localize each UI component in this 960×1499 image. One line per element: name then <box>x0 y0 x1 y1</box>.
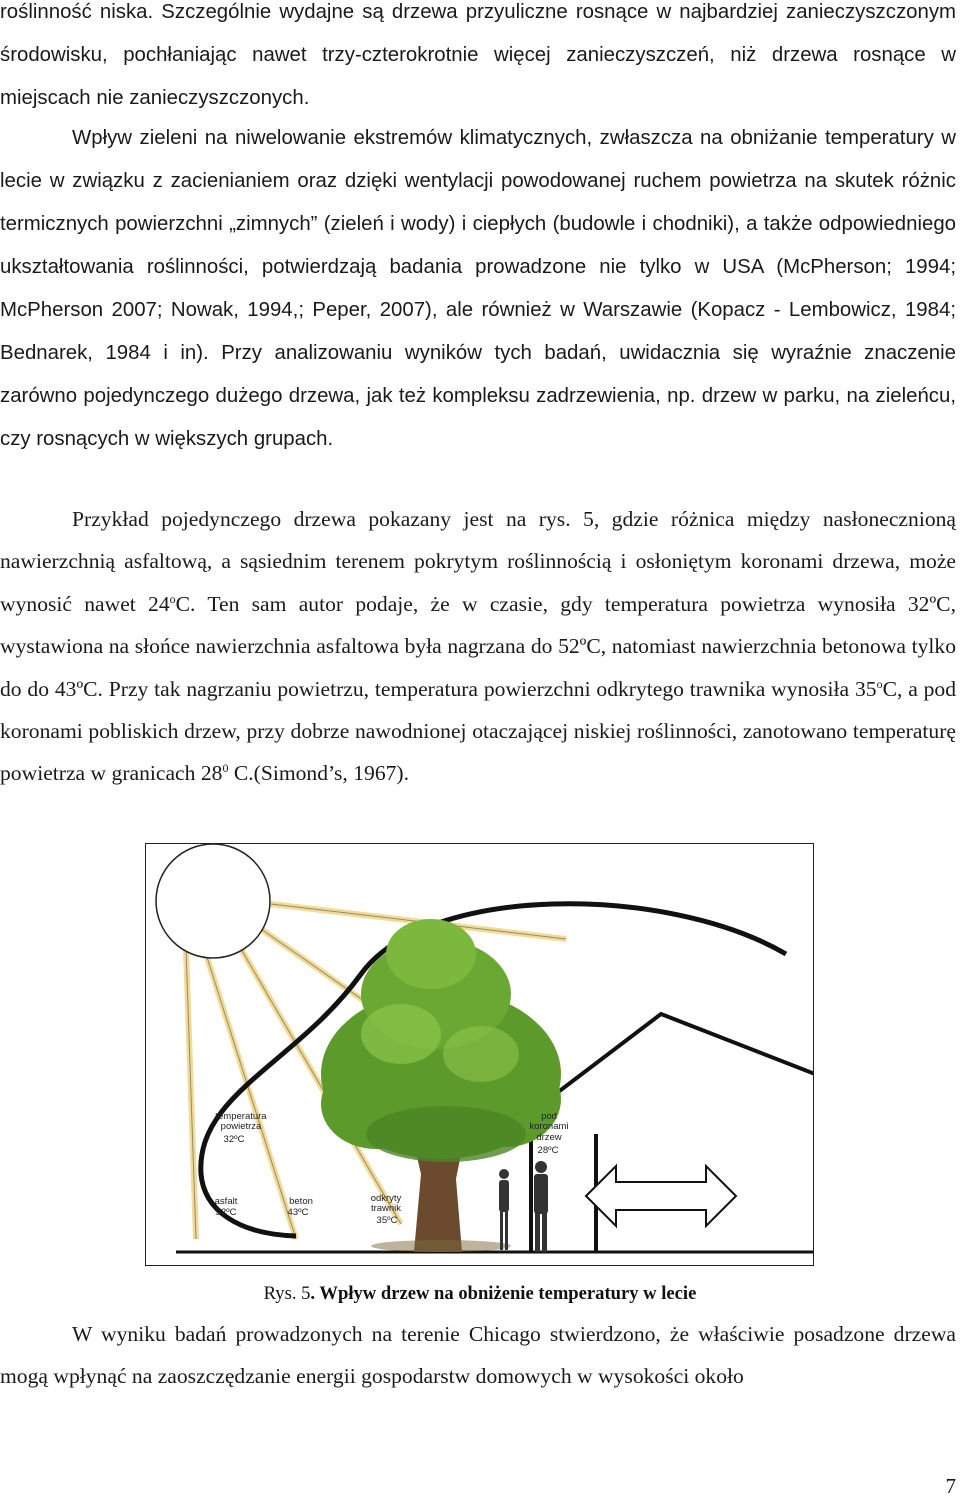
label-air-temp-value: 32ºC <box>223 1134 245 1145</box>
paragraph-4: W wyniku badań prowadzonych na terenie Chicago stwierdzono, że właściwie posadzone drzewa mogą wpłynąć na zaoszczędzanie energii gospodarstw domowych w wysokości około <box>0 1322 956 1389</box>
label-lawn-line2: trawnik <box>370 1203 402 1214</box>
paragraph-3-part2: C. Ten sam autor podaje, że w czasie, gdy temperatura powietrza wynosiła 32ºC, wystawiona na słońce nawierzchnia asfaltowa była nagrzana do 52ºC, natomiast nawierzchnia betonowa tylko do do 43ºC. Przy tak nagrzaniu powietrzu, temperatura powierzchni odkrytego trawnika wynosiła 35 <box>0 591 956 701</box>
label-lawn-line1: odkryty <box>370 1193 402 1204</box>
caption-title: . Wpływ drzew na obniżenie temperatury w lecie <box>310 1283 697 1304</box>
label-lawn-value: 35ºC <box>376 1215 398 1226</box>
paragraph-3-part1: Przykład pojedynczego drzewa pokazany jest na rys. 5, gdzie różnica między nasłonecznioną nawierzchnią asfaltową, a sąsiednim terenem pokrytym roślinnością i osłoniętym koronami drzewa, może wynosić nawet 24 <box>0 507 956 616</box>
label-asphalt-value: 52ºC <box>215 1207 237 1218</box>
paragraph-3 <box>0 498 956 795</box>
label-under-trees-value: 28ºC <box>537 1145 559 1156</box>
paragraph-1 <box>0 0 956 120</box>
label-under-trees-line3: drzew <box>536 1132 562 1143</box>
page-number: 7 <box>945 1474 956 1498</box>
label-air-temp-line1: temperatura <box>215 1111 267 1122</box>
label-asphalt: asfalt <box>214 1196 238 1207</box>
people-icon <box>499 1161 548 1252</box>
label-under-trees-line1: pod <box>541 1111 557 1122</box>
paragraph-1-text: Szczególnie wydajne są drzewa przyuliczne rosnące w najbardziej zanieczyszczonym środowisku, pochłaniając nawet trzy-czterokrotnie więcej zanieczyszczeń, niż drzewa rosnące w miejscach nie zanieczyszczonych. <box>0 1 956 109</box>
figure-illustration <box>146 844 814 1266</box>
paragraph-1-lead: roślinność niska. <box>0 1 154 23</box>
paragraph-3-part4: C.(Simond’s, 1967). <box>228 761 410 786</box>
figure-tree-temperature <box>145 843 814 1266</box>
degree-superscript: o <box>876 676 883 691</box>
label-air-temp-line2: powietrza <box>220 1121 262 1132</box>
label-concrete: beton <box>289 1196 313 1207</box>
degree-superscript: o <box>169 591 176 606</box>
double-arrow-icon <box>586 1166 736 1226</box>
caption-prefix: Rys. 5 <box>263 1283 311 1304</box>
degree-superscript: 0 <box>222 761 229 776</box>
sun-icon <box>156 844 270 958</box>
label-under-trees-line2: koronami <box>529 1121 569 1132</box>
label-concrete-value: 43ºC <box>287 1207 309 1218</box>
paragraph-3-part3: C, a pod koronami pobliskich drzew, przy dobrze nawodnionej otaczającej niskiej roślinności, zanotowano temperaturę powietrza w granicach 28 <box>0 676 956 786</box>
tree-icon <box>321 919 561 1252</box>
paragraph-2: Wpływ zieleni na niwelowanie ekstremów klimatycznych, zwłaszcza na obniżanie temperatury w lecie w związku z zacienianiem oraz dzięki wentylacji powodowanej ruchem powietrza na skutek różnic termicznych powierzchni „zimnych” (zieleń i wody) i ciepłych (budowle i chodniki), a także odpowiedniego ukształtowania roślinności, potwierdzają badania prowadzone nie tylko w USA (McPherson; 1994; McPherson 2007; Nowak, 1994,; Peper, 2007), ale również w Warszawie (Kopacz - Lembowicz, 1984; Bednarek, 1984 i in). Przy analizowaniu wyników tych badań, uwidacznia się wyraźnie znaczenie zarówno pojedynczego dużego drzewa, jak też kompleksu zadrzewienia, np. drzew w parku, na zieleńcu, czy rosnących w większych grupach. <box>0 127 956 450</box>
figure-caption <box>0 1283 960 1305</box>
